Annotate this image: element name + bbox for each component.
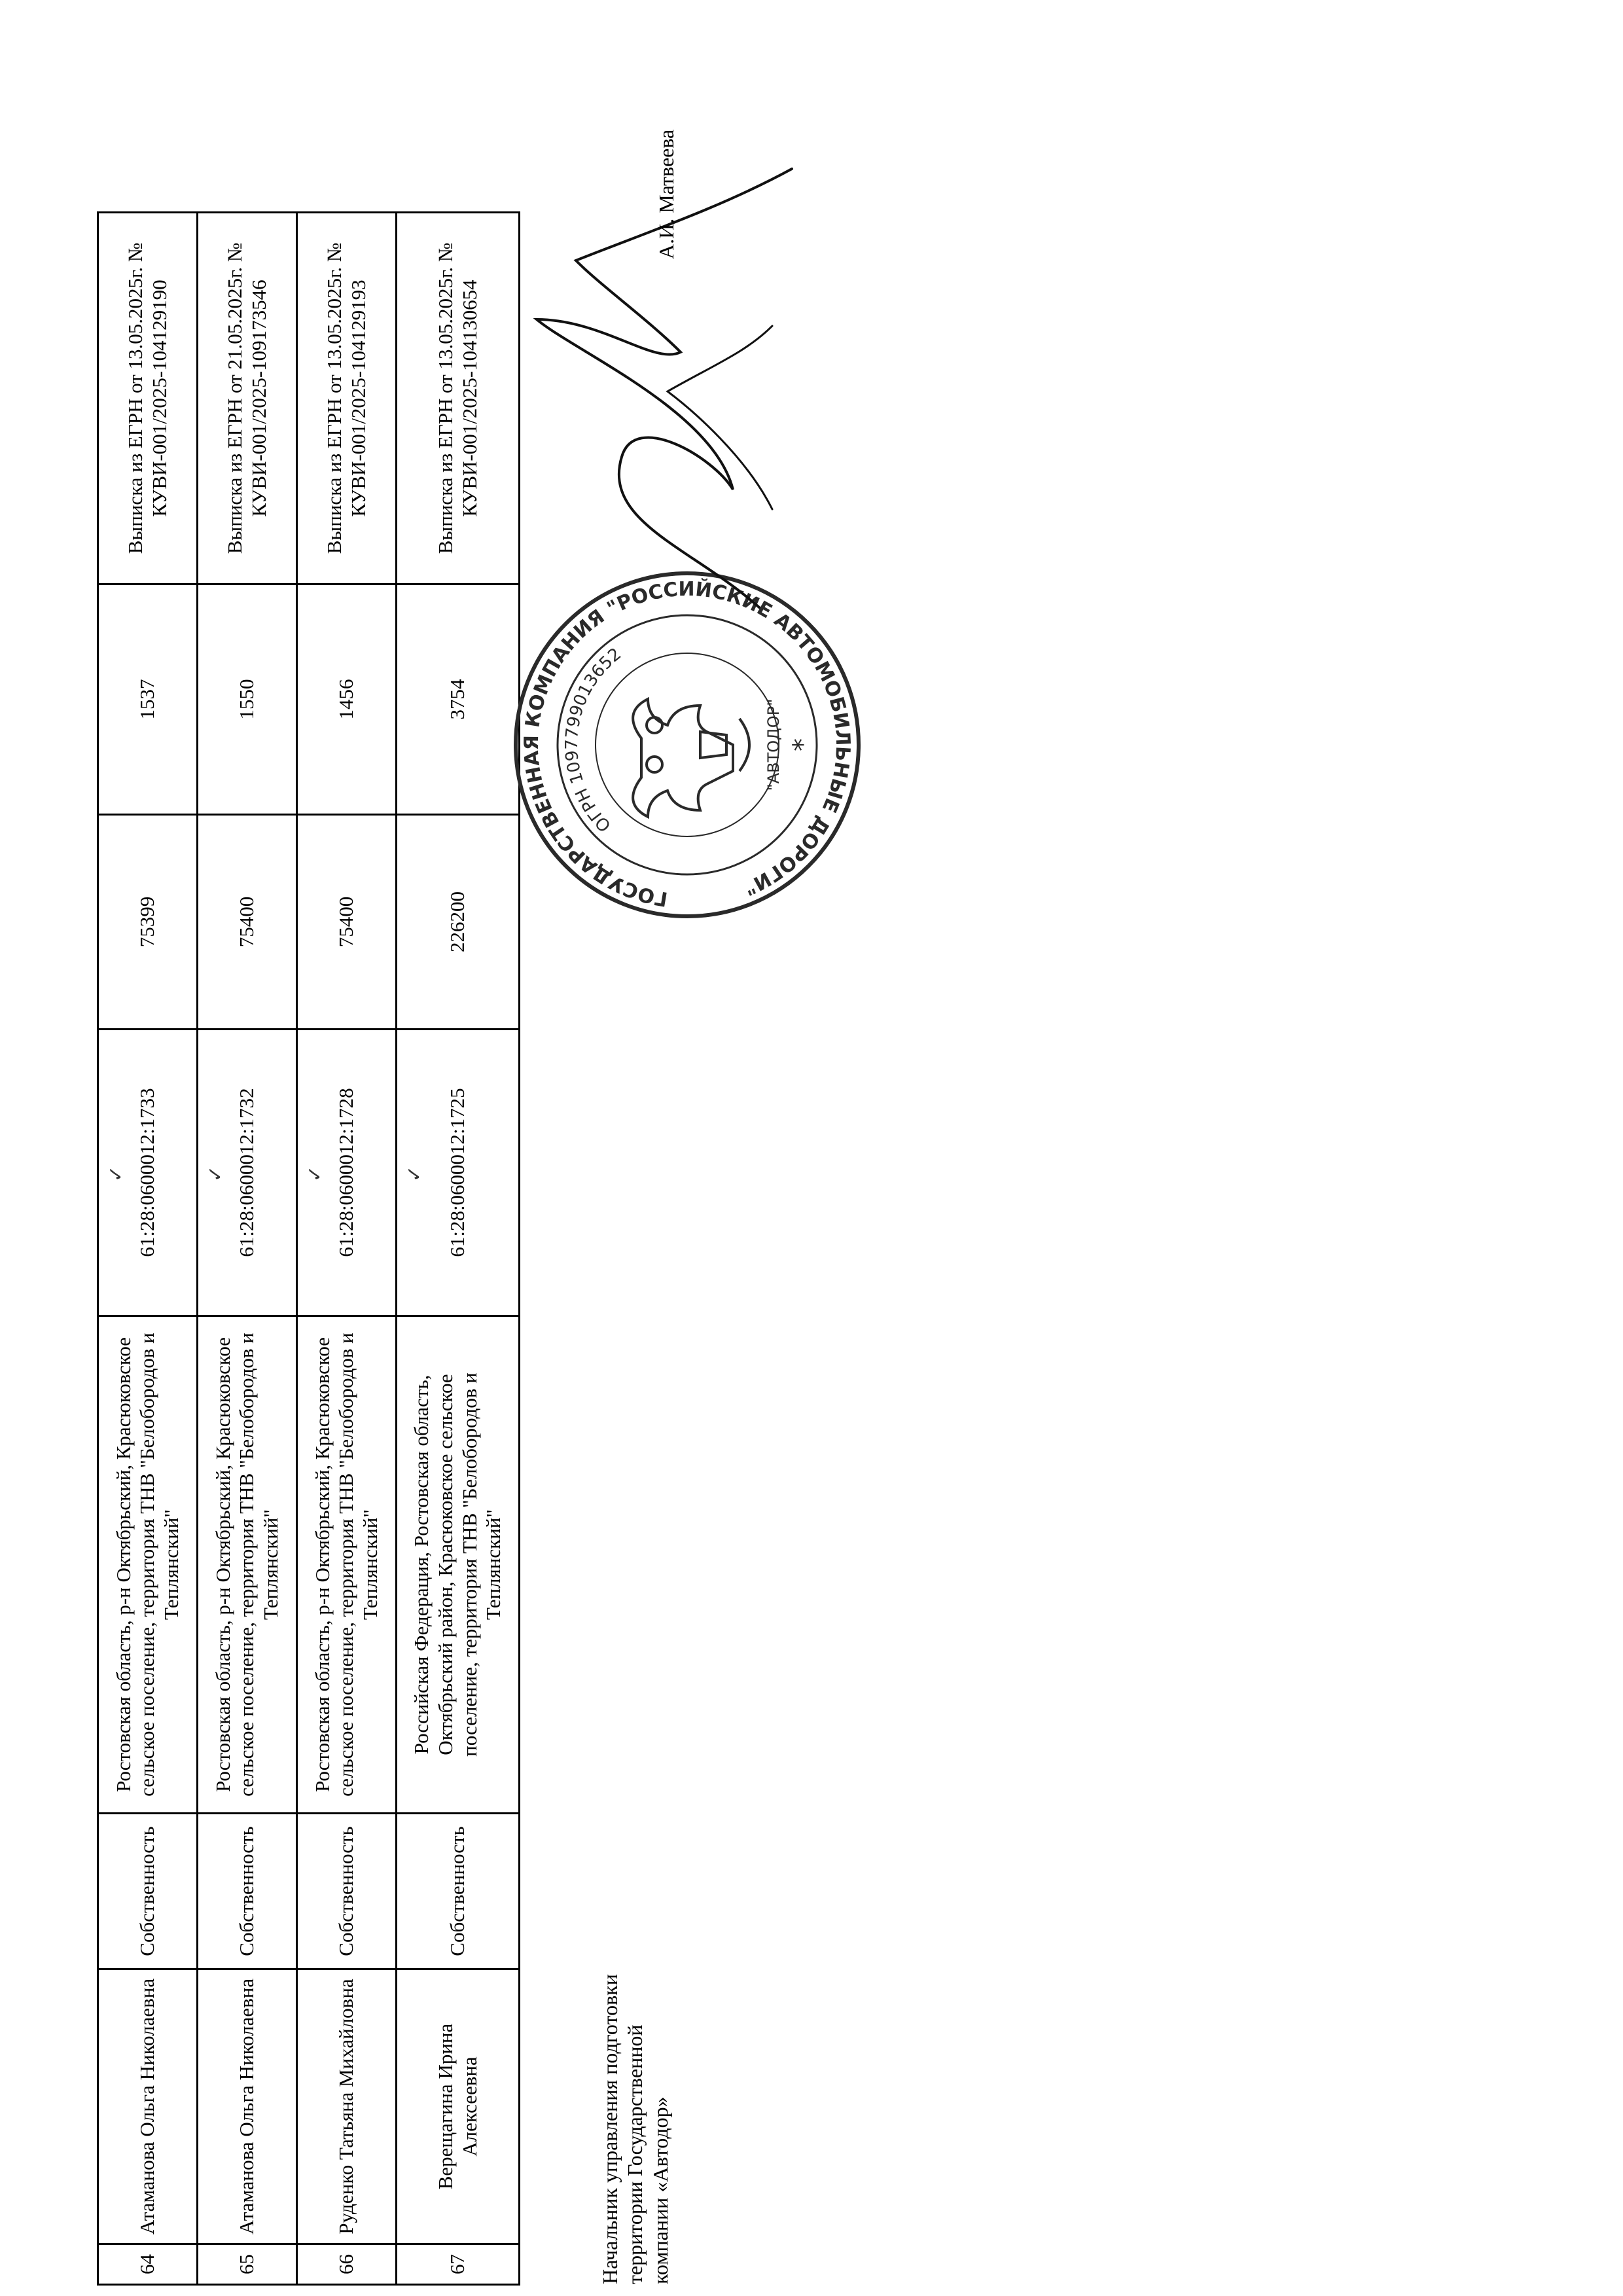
stamp-outer-text: ГОСУДАРСТВЕННАЯ КОМПАНИЯ "РОССИЙСКИЕ АВТОМОБИЛЬНЫЕ ДОРОГИ" xyxy=(520,577,855,911)
stamp-ogrn-text: ОГРН 1097799013652 xyxy=(562,644,626,836)
stamp-star-icon: * xyxy=(788,738,818,751)
svg-text:ОГРН 1097799013652 xyxy=(562,644,625,835)
row-number: 65 xyxy=(198,2244,297,2285)
position-line: Начальник управления подготовки xyxy=(598,1974,622,2284)
table-row xyxy=(297,213,397,2285)
owner-name: Верещагина Ирина Алексеевна xyxy=(397,1969,520,2244)
right-type: Собственность xyxy=(397,1814,520,1969)
total-area: 75400 xyxy=(297,815,397,1030)
position-line: территории Государственной xyxy=(623,2024,647,2284)
right-type: Собственность xyxy=(198,1814,297,1969)
part-area: 3754 xyxy=(397,584,520,815)
coat-of-arms-icon xyxy=(633,699,749,817)
cadastral-number: 61:28:0600012:1728 xyxy=(297,1030,397,1316)
row-number: 66 xyxy=(297,2244,397,2285)
table-row xyxy=(198,213,297,2285)
check-mark-icon: ✓ xyxy=(105,1165,127,1182)
owner-name: Руденко Татьяна Михайловна xyxy=(297,1969,397,2244)
stamp-short-name: "АВТОДОР" xyxy=(764,698,783,791)
address: Российская Федерация, Ростовская область, Октябрьский район, Красюковское сельское поселение, территория ТНВ "Белобородов и Теплянский" xyxy=(397,1316,520,1814)
signer-position xyxy=(597,1892,673,2284)
address: Ростовская область, р-н Октябрьский, Красюковское сельское поселение, территория ТНВ "Белобородов и Теплянский" xyxy=(297,1316,397,1814)
signer-name: А.И. Матвеева xyxy=(654,129,678,259)
part-area: 1456 xyxy=(297,584,397,815)
right-type: Собственность xyxy=(297,1814,397,1969)
cadastral-number: 61:28:0600012:1733 xyxy=(98,1030,198,1316)
part-area: 1550 xyxy=(198,584,297,815)
check-mark-icon: ✓ xyxy=(205,1165,226,1182)
check-mark-icon: ✓ xyxy=(404,1165,425,1182)
owner-name: Атаманова Ольга Николаевна xyxy=(198,1969,297,2244)
owner-name: Атаманова Ольга Николаевна xyxy=(98,1969,198,2244)
part-area: 1537 xyxy=(98,584,198,815)
land-plot-table xyxy=(97,211,520,2286)
handwritten-signature xyxy=(497,156,864,627)
address: Ростовская область, р-н Октябрьский, Красюковское сельское поселение, территория ТНВ "Белобородов и Теплянский" xyxy=(98,1316,198,1814)
egrn-extract: Выписка из ЕГРН от 13.05.2025г. № КУВИ-001/2025-104129193 xyxy=(297,213,397,584)
row-number: 64 xyxy=(98,2244,198,2285)
address: Ростовская область, р-н Октябрьский, Красюковское сельское поселение, территория ТНВ "Белобородов и Теплянский" xyxy=(198,1316,297,1814)
position-line: компании «Автодор» xyxy=(648,2096,672,2284)
right-type: Собственность xyxy=(98,1814,198,1969)
total-area: 75399 xyxy=(98,815,198,1030)
check-mark-icon: ✓ xyxy=(304,1165,326,1182)
total-area: 75400 xyxy=(198,815,297,1030)
row-number: 67 xyxy=(397,2244,520,2285)
egrn-extract: Выписка из ЕГРН от 13.05.2025г. № КУВИ-001/2025-104129190 xyxy=(98,213,198,584)
table-row xyxy=(98,213,198,2285)
cadastral-number: 61:28:0600012:1725 xyxy=(397,1030,520,1316)
cadastral-number: 61:28:0600012:1732 xyxy=(198,1030,297,1316)
egrn-extract: Выписка из ЕГРН от 13.05.2025г. № КУВИ-001/2025-104130654 xyxy=(397,213,520,584)
total-area: 226200 xyxy=(397,815,520,1030)
egrn-extract: Выписка из ЕГРН от 21.05.2025г. № КУВИ-001/2025-109173546 xyxy=(198,213,297,584)
